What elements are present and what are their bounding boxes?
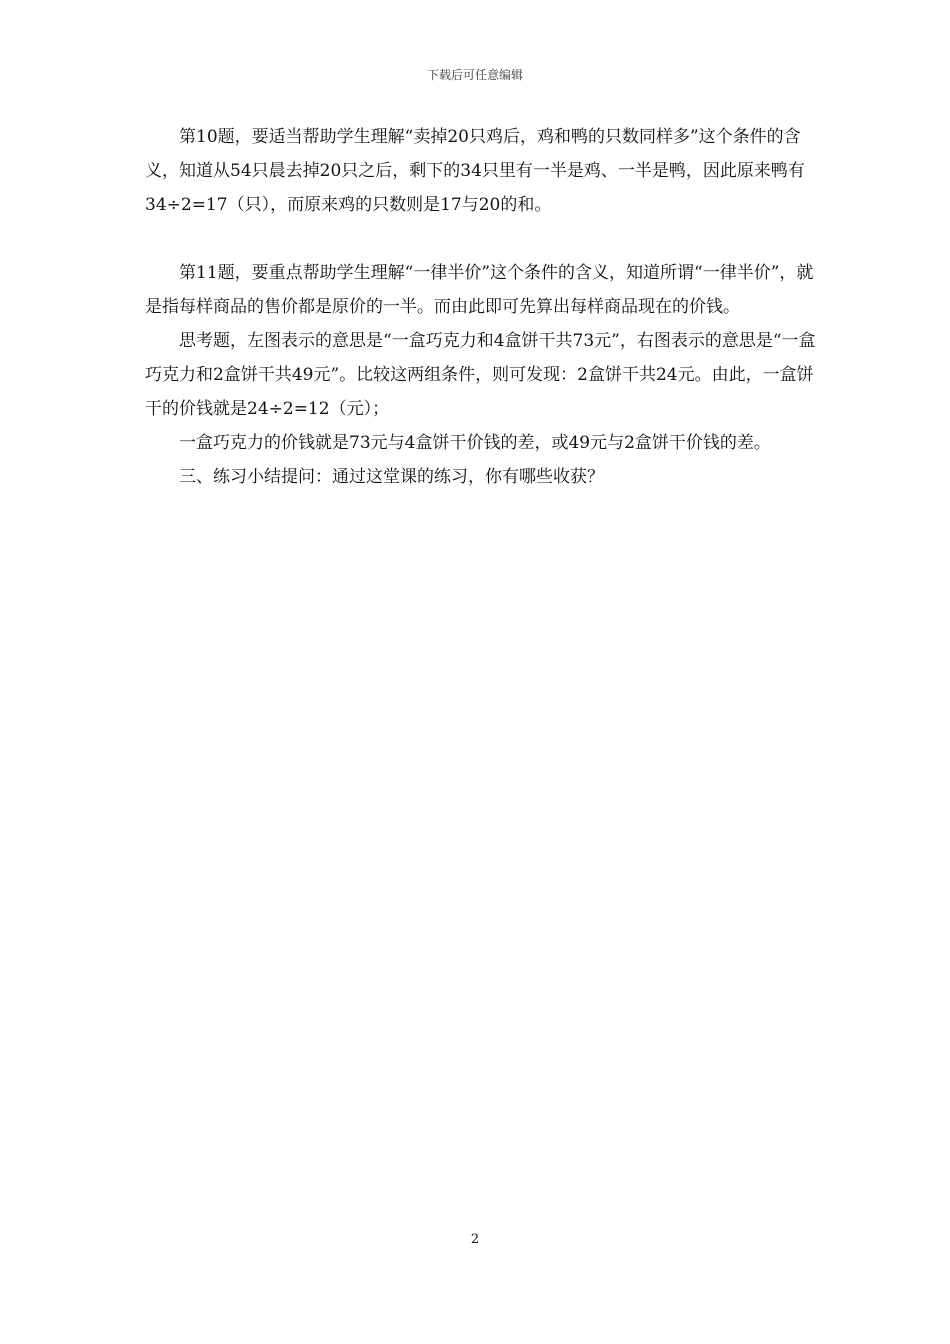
page-number: 2 xyxy=(470,1232,480,1247)
paragraph-summary: 三、练习小结提问：通过这堂课的练习，你有哪些收获？ xyxy=(179,467,604,487)
paragraph-problem-10: 第10题，要适当帮助学生理解“卖掉20只鸡后，鸡和鸭的只数同样多”这个条件的含义，知道从54只晨去掉20只之后，剩下的34只里有一半是鸡、一半是鸭，因此原来鸭有34÷2=17（只），而原来鸡的只数则是17与20的和。 xyxy=(145,127,805,215)
document-body xyxy=(145,120,825,494)
paragraph-chocolate-price: 一盒巧克力的价钱就是73元与4盒饼干价钱的差，或49元与2盒饼干价钱的差。 xyxy=(179,433,771,453)
page-header: 下载后可任意编辑 xyxy=(426,68,523,82)
paragraph-thinking-question: 思考题，左图表示的意思是“一盒巧克力和4盒饼干共73元”，右图表示的意思是“一盒巧克力和2盒饼干共49元”。比较这两组条件，则可发现：2盒饼干共24元。由此，一盒饼干的价钱就是24÷2=12（元）； xyxy=(145,331,816,419)
paragraph-problem-11: 第11题，要重点帮助学生理解“一律半价”这个条件的含义，知道所谓“一律半价”，就是指每样商品的售价都是原价的一半。而由此即可先算出每样商品现在的价钱。 xyxy=(145,263,814,317)
